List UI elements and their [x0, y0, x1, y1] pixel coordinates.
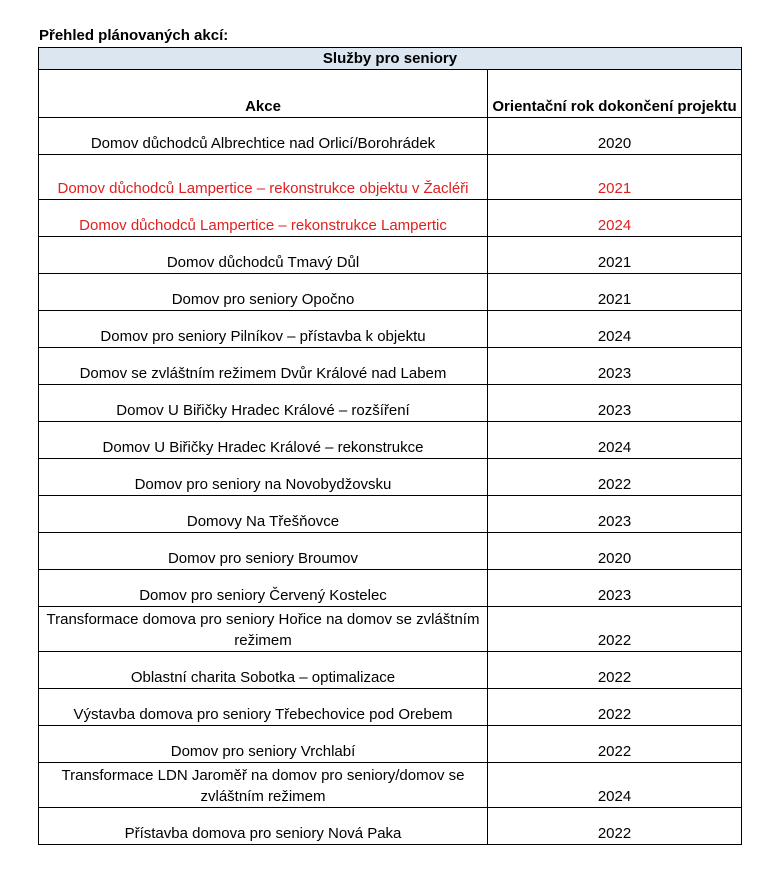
action-cell: Domov důchodců Albrechtice nad Orlicí/Borohrádek [39, 118, 488, 155]
table-row [39, 348, 742, 385]
column-header-action: Akce [39, 70, 488, 118]
year-cell: 2022 [488, 808, 742, 845]
table-row [39, 155, 742, 200]
year-cell: 2023 [488, 385, 742, 422]
table-row [39, 496, 742, 533]
year-cell: 2024 [488, 200, 742, 237]
year-cell: 2024 [488, 422, 742, 459]
year-cell: 2021 [488, 274, 742, 311]
table-row [39, 385, 742, 422]
action-cell: Přístavba domova pro seniory Nová Paka [39, 808, 488, 845]
table-body [39, 118, 742, 845]
year-cell: 2023 [488, 570, 742, 607]
table-row [39, 607, 742, 652]
table-row [39, 533, 742, 570]
action-cell: Domov důchodců Tmavý Důl [39, 237, 488, 274]
table-row [39, 689, 742, 726]
year-cell: 2023 [488, 348, 742, 385]
action-cell: Transformace LDN Jaroměř na domov pro seniory/domov se zvláštním režimem [39, 763, 488, 808]
year-cell: 2023 [488, 496, 742, 533]
table-row [39, 237, 742, 274]
year-cell: 2021 [488, 237, 742, 274]
table-row [39, 118, 742, 155]
action-cell: Domov U Biřičky Hradec Králové – rekonstrukce [39, 422, 488, 459]
year-cell: 2020 [488, 533, 742, 570]
year-cell: 2022 [488, 726, 742, 763]
action-cell: Domov pro seniory Červený Kostelec [39, 570, 488, 607]
table-row [39, 652, 742, 689]
column-header-row [39, 70, 742, 118]
page-title: Přehled plánovaných akcí: [39, 27, 229, 44]
action-cell: Domov pro seniory Pilníkov – přístavba k objektu [39, 311, 488, 348]
year-cell: 2022 [488, 652, 742, 689]
section-header-row [39, 48, 742, 70]
action-cell: Domov pro seniory Opočno [39, 274, 488, 311]
year-cell: 2020 [488, 118, 742, 155]
column-header-year: Orientační rok dokončení projektu [488, 70, 742, 118]
action-cell: Domov důchodců Lampertice – rekonstrukce Lampertic [39, 200, 488, 237]
table-row [39, 726, 742, 763]
table-row [39, 422, 742, 459]
action-cell: Domov pro seniory na Novobydžovsku [39, 459, 488, 496]
action-cell: Domov pro seniory Vrchlabí [39, 726, 488, 763]
table-row [39, 200, 742, 237]
action-cell: Domov důchodců Lampertice – rekonstrukce objektu v Žacléři [39, 155, 488, 200]
table-row [39, 459, 742, 496]
year-cell: 2022 [488, 607, 742, 652]
year-cell: 2024 [488, 763, 742, 808]
table-row [39, 570, 742, 607]
table-row [39, 274, 742, 311]
action-cell: Transformace domova pro seniory Hořice na domov se zvláštním režimem [39, 607, 488, 652]
year-cell: 2022 [488, 459, 742, 496]
planned-actions-table [38, 47, 742, 845]
action-cell: Oblastní charita Sobotka – optimalizace [39, 652, 488, 689]
table-row [39, 808, 742, 845]
table-row [39, 763, 742, 808]
action-cell: Domov pro seniory Broumov [39, 533, 488, 570]
table-row [39, 311, 742, 348]
year-cell: 2022 [488, 689, 742, 726]
year-cell: 2024 [488, 311, 742, 348]
action-cell: Výstavba domova pro seniory Třebechovice pod Orebem [39, 689, 488, 726]
year-cell: 2021 [488, 155, 742, 200]
action-cell: Domovy Na Třešňovce [39, 496, 488, 533]
section-title: Služby pro seniory [39, 48, 742, 70]
action-cell: Domov U Biřičky Hradec Králové – rozšíření [39, 385, 488, 422]
action-cell: Domov se zvláštním režimem Dvůr Králové nad Labem [39, 348, 488, 385]
